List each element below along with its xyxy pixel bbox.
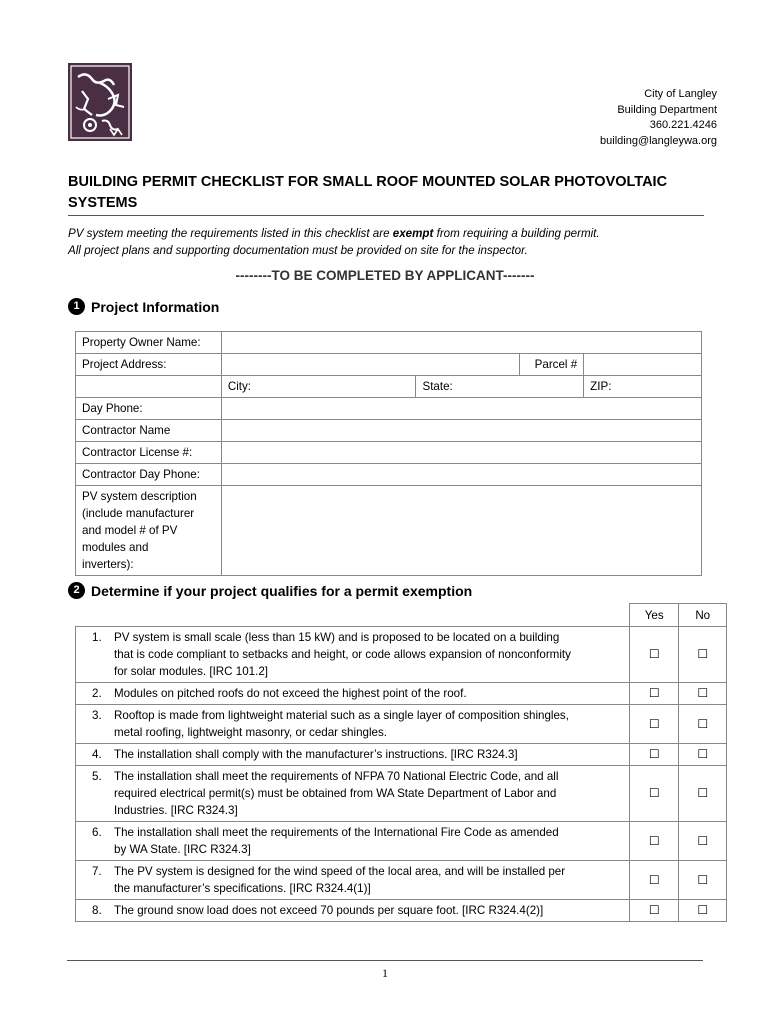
exemption-checklist-table <box>75 603 727 922</box>
item-text: Modules on pitched roofs do not exceed the highest point of the roof. <box>114 687 467 700</box>
item-number: 5. <box>92 770 102 783</box>
no-checkbox-1[interactable]: ☐ <box>679 627 727 683</box>
day-phone-label: Day Phone: <box>76 398 222 420</box>
checklist-item-4 <box>76 744 630 766</box>
intro-text <box>68 225 600 259</box>
pv-desc-line2: (include manufacturer <box>82 507 195 520</box>
section2-heading <box>68 582 472 599</box>
no-checkbox-5[interactable]: ☐ <box>679 766 727 822</box>
item-text: PV system is small scale (less than 15 kW) and is proposed to be located on a building <box>114 631 560 644</box>
yes-checkbox-3[interactable]: ☐ <box>629 705 679 744</box>
item-text: The installation shall meet the requirements of NFPA 70 National Electric Code, and all <box>114 770 559 783</box>
item-number: 4. <box>92 748 102 761</box>
city-field[interactable]: City: <box>221 376 416 398</box>
yes-checkbox-8[interactable]: ☐ <box>629 900 679 922</box>
title-divider <box>68 215 704 216</box>
no-checkbox-6[interactable]: ☐ <box>679 822 727 861</box>
section2-number: 2 <box>68 582 85 599</box>
no-checkbox-2[interactable]: ☐ <box>679 683 727 705</box>
pv-description-label <box>76 486 222 576</box>
item-text: The PV system is designed for the wind speed of the local area, and will be installed per <box>114 865 566 878</box>
pv-description-input[interactable] <box>221 486 701 576</box>
org-name: City of Langley <box>644 88 717 100</box>
yes-checkbox-6[interactable]: ☐ <box>629 822 679 861</box>
checklist-item-7 <box>76 861 630 900</box>
item-text: by WA State. [IRC R324.3] <box>114 843 251 856</box>
checklist-item-5 <box>76 766 630 822</box>
checklist-row <box>76 705 727 744</box>
checklist-row <box>76 861 727 900</box>
phone-number: 360.221.4246 <box>649 119 717 131</box>
department-name: Building Department <box>617 103 717 116</box>
yes-checkbox-5[interactable]: ☐ <box>629 766 679 822</box>
contractor-phone-label: Contractor Day Phone: <box>76 464 222 486</box>
section1-title: Project Information <box>91 298 220 315</box>
pv-desc-line3: and model # of PV <box>82 524 178 537</box>
email-address: building@langleywa.org <box>600 134 717 147</box>
address-label: Project Address: <box>76 354 222 376</box>
checklist-row <box>76 822 727 861</box>
contractor-name-label: Contractor Name <box>76 420 222 442</box>
section1-heading <box>68 298 219 315</box>
yes-checkbox-1[interactable]: ☐ <box>629 627 679 683</box>
header-blank <box>76 604 630 627</box>
yes-checkbox-4[interactable]: ☐ <box>629 744 679 766</box>
pv-desc-line4: modules and <box>82 541 149 554</box>
intro-line2: All project plans and supporting documentation must be provided on site for the inspector. <box>68 244 528 257</box>
item-text: metal roofing, lightweight masonry, or cedar shingles. <box>114 726 388 739</box>
item-number: 1. <box>92 631 102 644</box>
checklist-item-6 <box>76 822 630 861</box>
pv-desc-line1: PV system description <box>82 490 197 503</box>
checklist-item-8 <box>76 900 630 922</box>
zip-field[interactable]: ZIP: <box>584 376 702 398</box>
item-text: that is code compliant to setbacks and height, or code allows expansion of nonconformity <box>114 648 571 661</box>
address-blank-cell <box>76 376 222 398</box>
pv-desc-line5: inverters): <box>82 558 134 571</box>
contact-block <box>600 87 717 149</box>
checklist-row <box>76 627 727 683</box>
item-number: 6. <box>92 826 102 839</box>
checklist-item-2 <box>76 683 630 705</box>
contractor-license-input[interactable] <box>221 442 701 464</box>
checklist-row <box>76 900 727 922</box>
parcel-input[interactable] <box>584 354 702 376</box>
day-phone-input[interactable] <box>221 398 701 420</box>
no-checkbox-7[interactable]: ☐ <box>679 861 727 900</box>
footer-divider <box>67 960 703 961</box>
item-text: Rooftop is made from lightweight material such as a single layer of composition shingles, <box>114 709 569 722</box>
applicant-banner: --------TO BE COMPLETED BY APPLICANT------- <box>235 268 535 283</box>
item-text: the manufacturer’s specifications. [IRC R324.4(1)] <box>114 882 371 895</box>
item-text: required electrical permit(s) must be obtained from WA State Department of Labor and <box>114 787 557 800</box>
intro-exempt: exempt <box>392 227 434 240</box>
item-text: The ground snow load does not exceed 70 pounds per square foot. [IRC R324.4(2)] <box>114 904 544 917</box>
yes-column-header: Yes <box>629 604 679 627</box>
checklist-row <box>76 766 727 822</box>
section2-title: Determine if your project qualifies for a permit exemption <box>91 582 473 599</box>
contractor-phone-input[interactable] <box>221 464 701 486</box>
item-number: 7. <box>92 865 102 878</box>
city-logo <box>68 63 132 141</box>
yes-checkbox-7[interactable]: ☐ <box>629 861 679 900</box>
item-text: Industries. [IRC R324.3] <box>114 804 238 817</box>
no-checkbox-8[interactable]: ☐ <box>679 900 727 922</box>
item-text: for solar modules. [IRC 101.2] <box>114 665 269 678</box>
parcel-label: Parcel # <box>520 354 584 376</box>
intro-line1-post: from requiring a building permit. <box>433 227 600 240</box>
document-title: BUILDING PERMIT CHECKLIST FOR SMALL ROOF MOUNTED SOLAR PHOTOVOLTAIC SYSTEMS <box>68 174 668 211</box>
intro-line1-pre: PV system meeting the requirements listed in this checklist are <box>68 227 393 240</box>
page-number: 1 <box>382 966 388 980</box>
no-checkbox-3[interactable]: ☐ <box>679 705 727 744</box>
state-field[interactable]: State: <box>416 376 584 398</box>
item-text: The installation shall meet the requirements of the International Fire Code as amended <box>114 826 559 839</box>
yes-checkbox-2[interactable]: ☐ <box>629 683 679 705</box>
owner-input[interactable] <box>221 332 701 354</box>
no-column-header: No <box>679 604 727 627</box>
item-number: 3. <box>92 709 102 722</box>
item-text: The installation shall comply with the manufacturer’s instructions. [IRC R324.3] <box>114 748 518 761</box>
checklist-item-3 <box>76 705 630 744</box>
checklist-item-1 <box>76 627 630 683</box>
owner-label: Property Owner Name: <box>76 332 222 354</box>
no-checkbox-4[interactable]: ☐ <box>679 744 727 766</box>
section1-number: 1 <box>68 298 85 315</box>
address-input[interactable] <box>221 354 519 376</box>
contractor-name-input[interactable] <box>221 420 701 442</box>
item-number: 8. <box>92 904 102 917</box>
checklist-row <box>76 683 727 705</box>
item-number: 2. <box>92 687 102 700</box>
project-info-table <box>75 331 702 576</box>
contractor-license-label: Contractor License #: <box>76 442 222 464</box>
checklist-row <box>76 744 727 766</box>
